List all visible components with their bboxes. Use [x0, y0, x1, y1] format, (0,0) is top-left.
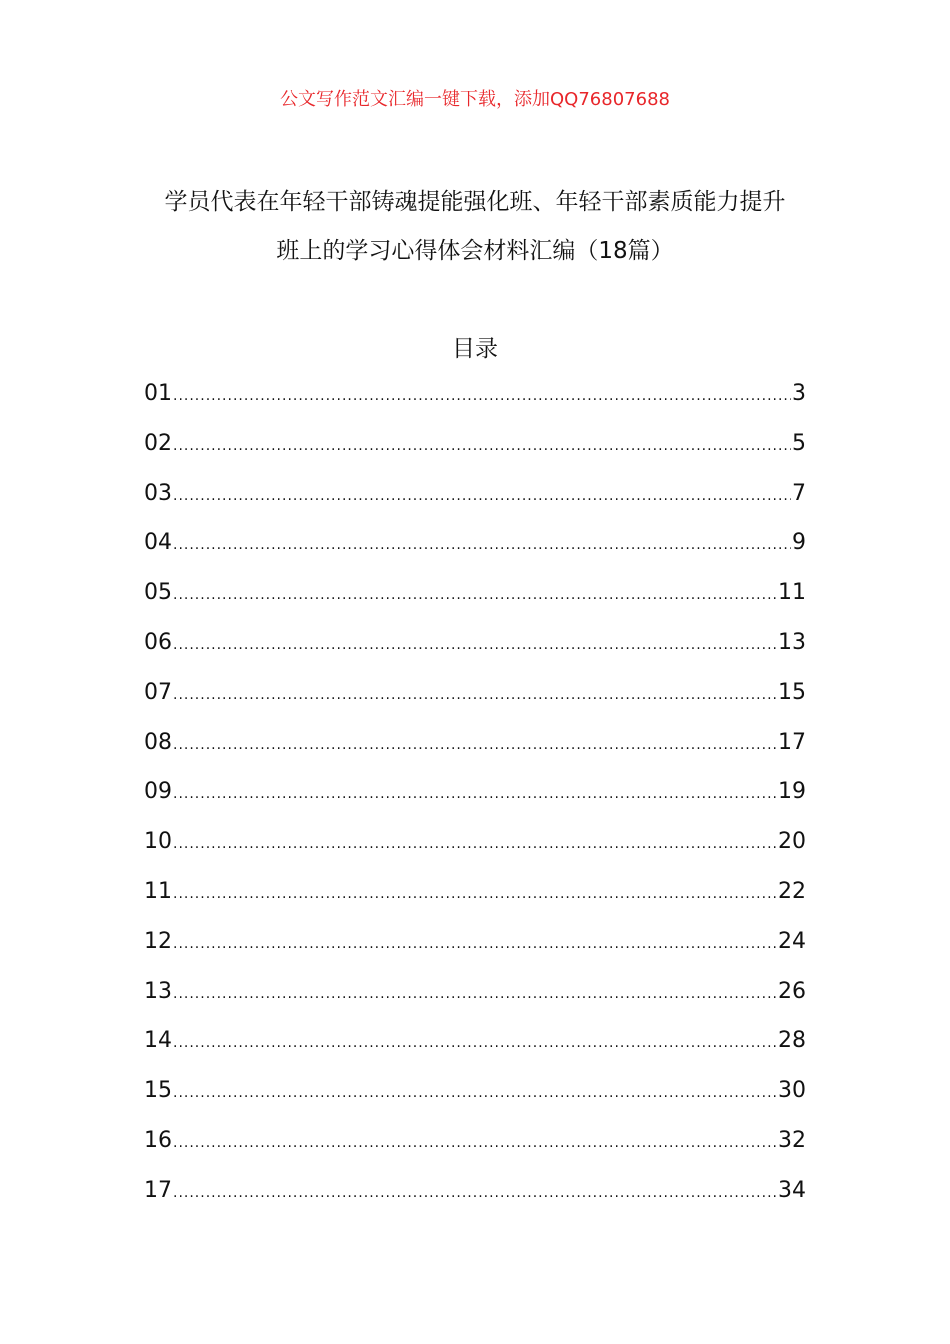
toc-entry[interactable] — [144, 976, 806, 1026]
toc-entry-page: 3 — [792, 381, 806, 406]
toc-leader-dots — [173, 380, 791, 412]
toc-entry[interactable] — [144, 776, 806, 826]
download-banner: 公文写作范文汇编一键下载，添加QQ76807688 — [280, 89, 670, 110]
toc-entry-page: 9 — [792, 530, 806, 556]
toc-heading: 目录 — [452, 336, 498, 362]
toc-entry-number: 07 — [144, 679, 172, 705]
toc-entry-page: 7 — [792, 480, 806, 506]
toc-entry-page: 22 — [778, 878, 806, 904]
toc-entry[interactable] — [144, 527, 806, 577]
toc-entry-number: 06 — [144, 629, 172, 655]
table-of-contents — [144, 378, 806, 1225]
toc-entry-page: 32 — [778, 1127, 806, 1153]
toc-entry[interactable] — [144, 926, 806, 976]
toc-entry-number: 08 — [144, 729, 172, 755]
toc-leader-dots — [173, 978, 777, 1010]
toc-entry-number: 05 — [144, 580, 172, 606]
toc-entry-page: 28 — [778, 1028, 806, 1054]
toc-leader-dots — [173, 1027, 777, 1059]
toc-entry[interactable] — [144, 428, 806, 478]
toc-entry[interactable] — [144, 1075, 806, 1125]
toc-entry-number: 09 — [144, 779, 172, 805]
toc-entry[interactable] — [144, 876, 806, 926]
toc-entry-number: 16 — [144, 1127, 172, 1153]
toc-entry-number: 04 — [144, 530, 172, 556]
toc-entry[interactable] — [144, 677, 806, 727]
toc-entry-number: 03 — [144, 480, 172, 506]
toc-leader-dots — [173, 629, 777, 661]
toc-entry-number: 11 — [144, 878, 172, 904]
toc-entry-page: 20 — [778, 829, 806, 855]
toc-entry[interactable] — [144, 826, 806, 876]
toc-entry-number: 12 — [144, 928, 172, 954]
toc-entry-page: 30 — [778, 1078, 806, 1104]
toc-entry-page: 26 — [778, 978, 806, 1004]
toc-entry[interactable] — [144, 1175, 806, 1225]
toc-entry[interactable] — [144, 1125, 806, 1175]
toc-leader-dots — [173, 579, 777, 611]
toc-leader-dots — [173, 828, 777, 860]
toc-entry-number: 14 — [144, 1028, 172, 1054]
toc-leader-dots — [173, 729, 777, 761]
toc-leader-dots — [173, 679, 777, 711]
toc-leader-dots — [173, 878, 777, 910]
toc-entry[interactable] — [144, 478, 806, 528]
toc-entry-number: 01 — [144, 381, 172, 406]
toc-entry-number: 13 — [144, 978, 172, 1004]
toc-leader-dots — [173, 1077, 777, 1109]
toc-entry-page: 17 — [778, 729, 806, 755]
toc-entry-number: 17 — [144, 1177, 172, 1203]
toc-entry[interactable] — [144, 1025, 806, 1075]
toc-leader-dots — [173, 1127, 777, 1159]
toc-leader-dots — [173, 430, 791, 462]
toc-entry[interactable] — [144, 727, 806, 777]
title-line-2: 班上的学习心得体会材料汇编（18篇） — [276, 238, 674, 264]
title-line-1: 学员代表在年轻干部铸魂提能强化班、年轻干部素质能力提升 — [164, 189, 786, 215]
toc-leader-dots — [173, 480, 791, 512]
toc-entry-page: 11 — [778, 580, 806, 606]
document-title — [100, 178, 850, 276]
toc-entry-page: 5 — [792, 430, 806, 456]
toc-entry[interactable] — [144, 378, 806, 428]
toc-leader-dots — [173, 778, 777, 810]
toc-entry-page: 34 — [778, 1177, 806, 1203]
toc-entry-number: 15 — [144, 1078, 172, 1104]
toc-leader-dots — [173, 529, 791, 561]
toc-entry[interactable] — [144, 577, 806, 627]
toc-entry-number: 10 — [144, 829, 172, 855]
toc-entry-page: 24 — [778, 928, 806, 954]
toc-entry-page: 19 — [778, 779, 806, 805]
toc-leader-dots — [173, 928, 777, 960]
toc-entry-page: 13 — [778, 629, 806, 655]
toc-entry-number: 02 — [144, 430, 172, 456]
toc-leader-dots — [173, 1177, 777, 1209]
toc-entry-page: 15 — [778, 679, 806, 705]
toc-entry[interactable] — [144, 627, 806, 677]
